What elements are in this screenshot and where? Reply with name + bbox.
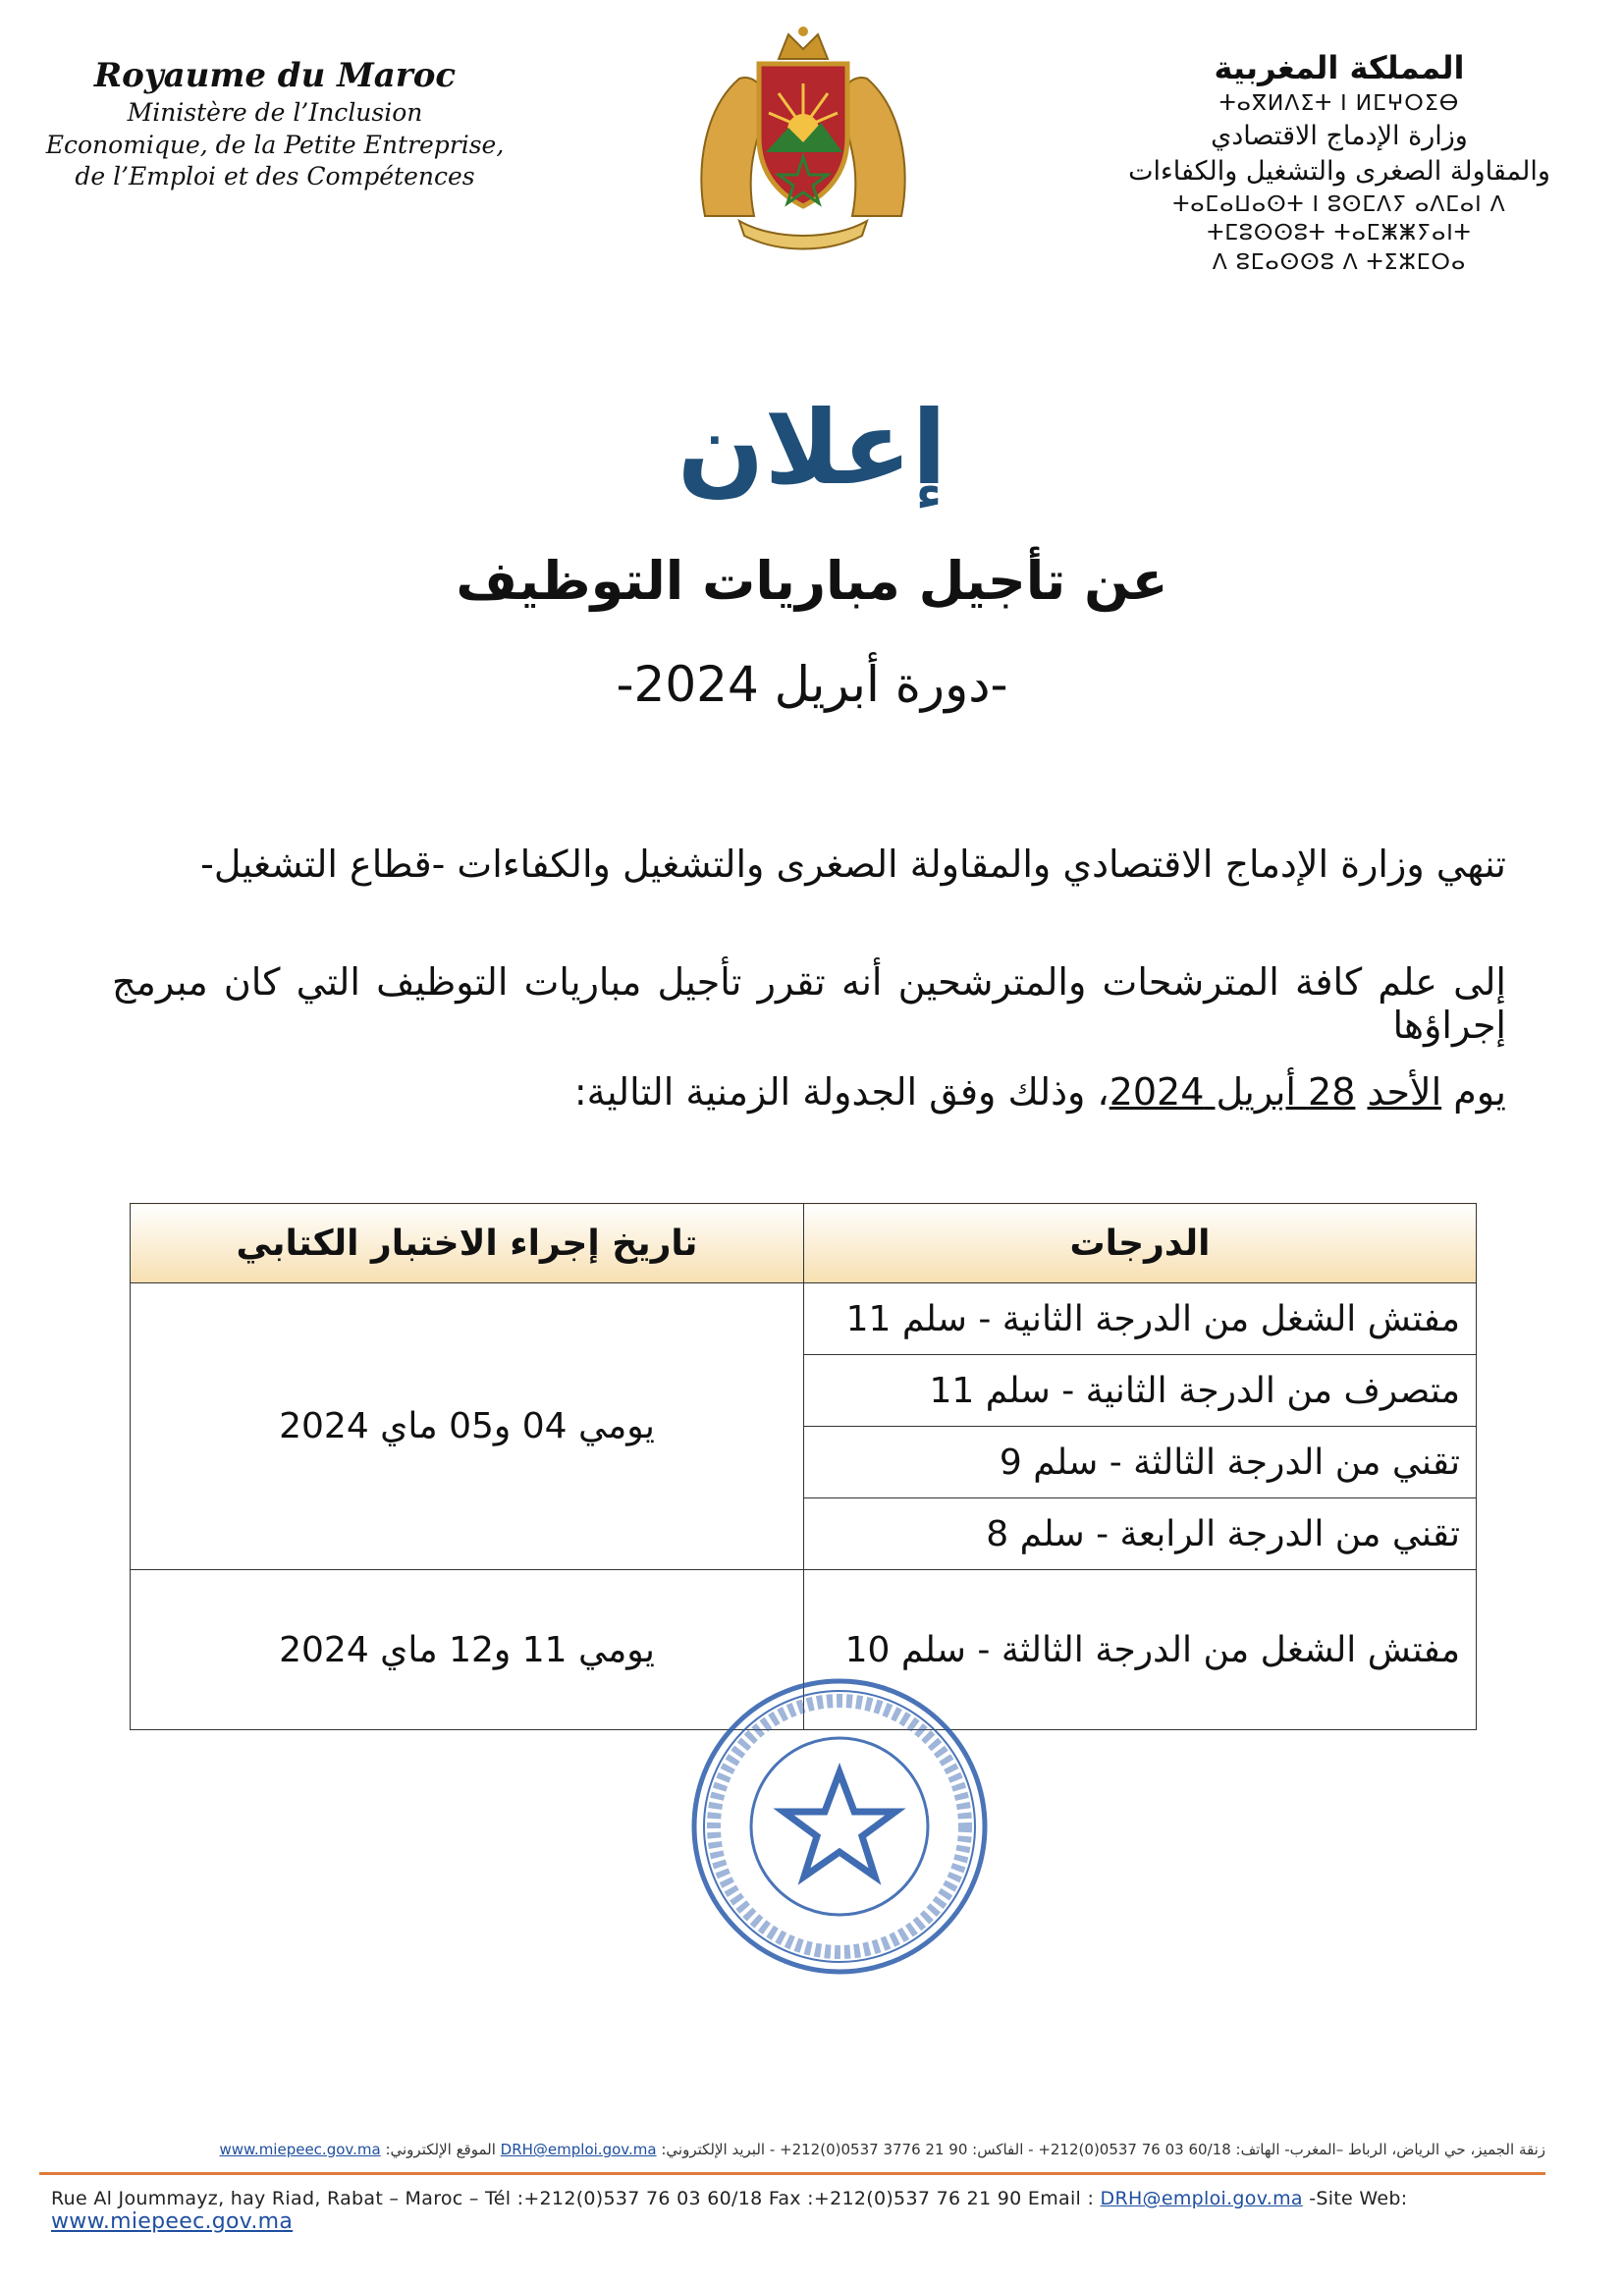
footer-divider	[39, 2172, 1545, 2175]
para3-suffix: ، وذلك وفق الجدولة الزمنية التالية:	[573, 1070, 1110, 1114]
ministry-line-tifinagh-1: ⵜⴰⵎⴰⵡⴰⵙⵜ ⵏ ⵓⵙⵎⴷⵢ ⴰⴷⵎⴰⵏ ⴷ ⵜⵎⵓⵙⵙⵓⵜ ⵜⴰⵎⵥⵥⵢⴰⵏⵜ	[1172, 191, 1506, 246]
ministry-line-tifinagh-2: ⴷ ⵓⵎⴰⵙⵙⵓ ⴷ ⵜⵉⵣⵎⵔⴰ	[1212, 250, 1467, 276]
official-stamp	[687, 1674, 992, 1979]
star-icon	[784, 1772, 895, 1877]
grade-cell: تقني من الدرجة الرابعة - سلم 8	[804, 1498, 1477, 1570]
grade-cell: تقني من الدرجة الثالثة - سلم 9	[804, 1427, 1477, 1498]
para3-space	[1355, 1070, 1367, 1114]
header-grades: الدرجات	[804, 1204, 1477, 1283]
para3-prefix: يوم	[1441, 1070, 1506, 1114]
footer-ar-website-link[interactable]: www.miepeec.gov.ma	[219, 2141, 381, 2158]
grade-cell: مفتش الشغل من الدرجة الثالثة - سلم 10	[804, 1570, 1477, 1730]
header-arabic	[1113, 47, 1565, 278]
kingdom-name-fr: Royaume du Maroc	[93, 56, 457, 95]
body-paragraph-3	[112, 1070, 1506, 1114]
announcement-subtitle: عن تأجيل مباريات التوظيف	[456, 550, 1168, 612]
footer-ar-address: زنقة الجميز، حي الرياض، الرباط –المغرب- الهاتف: 60/18 03 76 0537(0)212+ - الفاكس: 90 21 3776 0537(0)212+ - البريد الإلكتروني:	[661, 2141, 1545, 2158]
body-paragraph-1: تنهي وزارة الإدماج الاقتصادي والمقاولة الصغرى والتشغيل والكفاءات -قطاع التشغيل-	[200, 843, 1506, 886]
ministry-line-ar-2: والمقاولة الصغرى والتشغيل والكفاءات	[1128, 156, 1550, 188]
grade-cell: متصرف من الدرجة الثانية - سلم 11	[804, 1355, 1477, 1427]
grade-cell: مفتش الشغل من الدرجة الثانية - سلم 11	[804, 1283, 1477, 1355]
ministry-line-fr-3: de l’Emploi et des Compétences	[75, 162, 475, 191]
footer-ar-site-label: الموقع الإلكتروني:	[380, 2141, 501, 2158]
announcement-title: إعلان	[677, 388, 947, 508]
header-exam-date: تاريخ إجراء الاختبار الكتابي	[131, 1204, 804, 1283]
footer-fr-site-label: -Site Web:	[1302, 2188, 1408, 2209]
schedule-table	[130, 1203, 1477, 1730]
footer-ar-email-link[interactable]: DRH@emploi.gov.ma	[500, 2141, 657, 2158]
exam-date-cell: يومي 11 و12 ماي 2024	[131, 1570, 804, 1730]
coat-of-arms-icon	[685, 20, 921, 255]
footer-french-contact	[51, 2188, 1583, 2234]
footer-fr-address: Rue Al Joummayz, hay Riad, Rabat – Maroc – Tél :+212(0)537 76 03 60/18 Fax :+212(0)537 76 21 90 Email :	[51, 2188, 1101, 2209]
original-exam-date: 28 أبريل 2024	[1109, 1070, 1356, 1114]
kingdom-name-tifinagh: ⵜⴰⴳⵍⴷⵉⵜ ⵏ ⵍⵎⵖⵔⵉⴱ	[1218, 91, 1460, 117]
header-french	[39, 54, 511, 193]
ministry-line-fr-1: Ministère de l’Inclusion	[127, 98, 423, 128]
table-row	[131, 1283, 1477, 1355]
footer-fr-email-link[interactable]: DRH@emploi.gov.ma	[1100, 2188, 1303, 2209]
ministry-line-fr-2: Economique, de la Petite Entreprise,	[45, 130, 505, 159]
original-exam-day: الأحد	[1367, 1070, 1442, 1114]
exam-date-cell: يومي 04 و05 ماي 2024	[131, 1283, 804, 1570]
footer-fr-website-link[interactable]: www.miepeec.gov.ma	[51, 2209, 294, 2234]
session-label: -دورة أبريل 2024-	[616, 656, 1008, 713]
kingdom-name-ar: المملكة المغربية	[1214, 49, 1465, 86]
table-header-row	[131, 1204, 1477, 1283]
footer-arabic-contact	[39, 2141, 1545, 2170]
ministry-line-ar-1: وزارة الإدماج الاقتصادي	[1211, 120, 1468, 151]
body-paragraph-2: إلى علم كافة المترشحات والمترشحين أنه تقرر تأجيل مباريات التوظيف التي كان مبرمج إجراؤها	[112, 960, 1506, 1047]
